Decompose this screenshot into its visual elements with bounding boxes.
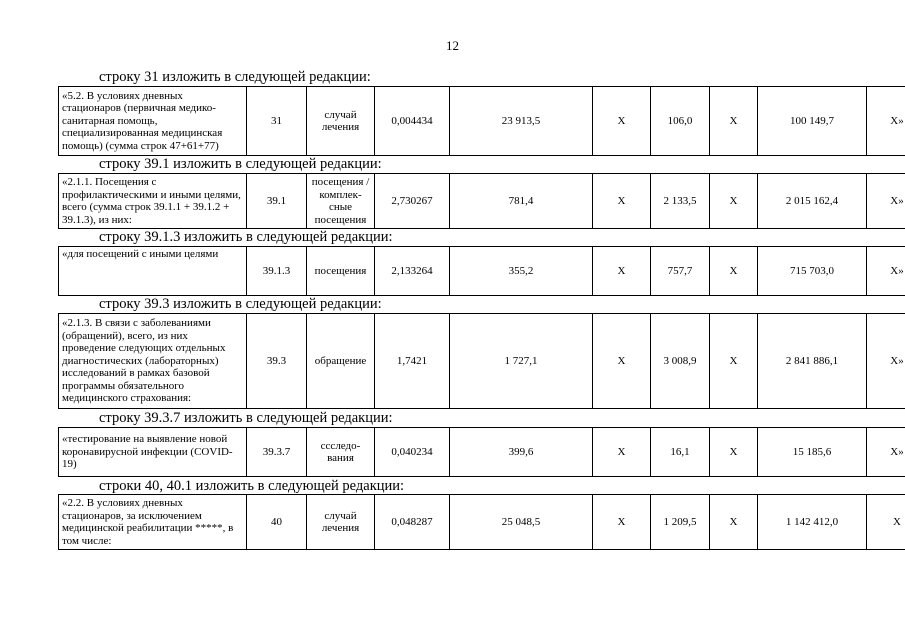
row-value-2: 23 913,5 (450, 87, 593, 156)
row-value-5: Х (710, 174, 758, 229)
row-value-6: 15 185,6 (758, 428, 867, 477)
row-value-1: 1,7421 (375, 314, 450, 409)
table-row-39-1-3 (58, 246, 905, 296)
row-code: 39.1.3 (247, 247, 307, 296)
row-code: 39.3.7 (247, 428, 307, 477)
row-value-3: Х (593, 314, 651, 409)
row-value-5: Х (710, 495, 758, 550)
row-value-6: 2 015 162,4 (758, 174, 867, 229)
row-value-2: 1 727,1 (450, 314, 593, 409)
section-heading-31: строку 31 изложить в следующей редакции: (99, 69, 371, 85)
row-value-5: Х (710, 428, 758, 477)
row-value-6: 1 142 412,0 (758, 495, 867, 550)
section-heading-39-1-3: строку 39.1.3 изложить в следующей редакции: (99, 229, 393, 245)
row-value-3: Х (593, 87, 651, 156)
row-value-2: 355,2 (450, 247, 593, 296)
row-value-6: 100 149,7 (758, 87, 867, 156)
row-value-1: 2,730267 (375, 174, 450, 229)
row-name: «2.1.1. Посещения с профилактическими и иными целями, всего (сумма строк 39.1.1 + 39.1.2 + 39.1.3), из них: (59, 174, 247, 229)
row-value-6: 715 703,0 (758, 247, 867, 296)
row-value-5: Х (710, 87, 758, 156)
row-value-2: 781,4 (450, 174, 593, 229)
row-code: 31 (247, 87, 307, 156)
row-value-4: 2 133,5 (651, 174, 710, 229)
row-unit: обращение (307, 314, 375, 409)
row-value-7: Х» (867, 428, 905, 477)
row-value-7: Х (867, 495, 905, 550)
table-row-39-3-7 (58, 427, 905, 477)
row-name: «2.1.3. В связи с заболеваниями (обращений), всего, из них проведение следующих отдельных диагностических (лабораторных) исследований в рамках базовой программы обязательного медицинского страхования: (59, 314, 247, 409)
row-unit: случай лечения (307, 495, 375, 550)
table-row-40 (58, 494, 905, 550)
section-heading-40: строки 40, 40.1 изложить в следующей редакции: (99, 478, 405, 494)
row-code: 40 (247, 495, 307, 550)
row-code: 39.1 (247, 174, 307, 229)
row-value-4: 16,1 (651, 428, 710, 477)
row-unit: посещения / комплек-сные посещения (307, 174, 375, 229)
row-value-3: Х (593, 247, 651, 296)
row-value-7: Х» (867, 174, 905, 229)
section-heading-39-1: строку 39.1 изложить в следующей редакции: (99, 156, 382, 172)
row-value-6: 2 841 886,1 (758, 314, 867, 409)
section-heading-39-3: строку 39.3 изложить в следующей редакции: (99, 296, 382, 312)
row-name: «5.2. В условиях дневных стационаров (первичная медико-санитарная помощь, специализированная медицинская помощь) (сумма строк 47+61+77) (59, 87, 247, 156)
row-value-4: 1 209,5 (651, 495, 710, 550)
row-value-2: 399,6 (450, 428, 593, 477)
row-value-7: Х» (867, 314, 905, 409)
row-unit: ссследо-вания (307, 428, 375, 477)
row-code: 39.3 (247, 314, 307, 409)
row-value-5: Х (710, 247, 758, 296)
row-value-4: 3 008,9 (651, 314, 710, 409)
section-heading-39-3-7: строку 39.3.7 изложить в следующей редакции: (99, 410, 393, 426)
page-number: 12 (446, 38, 459, 53)
row-value-2: 25 048,5 (450, 495, 593, 550)
row-name: «2.2. В условиях дневных стационаров, за исключением медицинской реабилитации *****, в том числе: (59, 495, 247, 550)
row-value-4: 757,7 (651, 247, 710, 296)
row-value-7: Х» (867, 247, 905, 296)
row-value-1: 0,040234 (375, 428, 450, 477)
row-value-7: Х» (867, 87, 905, 156)
row-name: «для посещений с иными целями (59, 247, 247, 296)
row-value-1: 2,133264 (375, 247, 450, 296)
row-value-1: 0,004434 (375, 87, 450, 156)
row-value-5: Х (710, 314, 758, 409)
row-value-4: 106,0 (651, 87, 710, 156)
table-row-39-3 (58, 313, 905, 409)
row-unit: случай лечения (307, 87, 375, 156)
row-name: «тестирование на выявление новой коронавирусной инфекции (COVID-19) (59, 428, 247, 477)
row-unit: посещения (307, 247, 375, 296)
row-value-3: Х (593, 428, 651, 477)
row-value-3: Х (593, 174, 651, 229)
row-value-1: 0,048287 (375, 495, 450, 550)
row-value-3: Х (593, 495, 651, 550)
table-row-39-1 (58, 173, 905, 229)
table-row-31 (58, 86, 905, 156)
